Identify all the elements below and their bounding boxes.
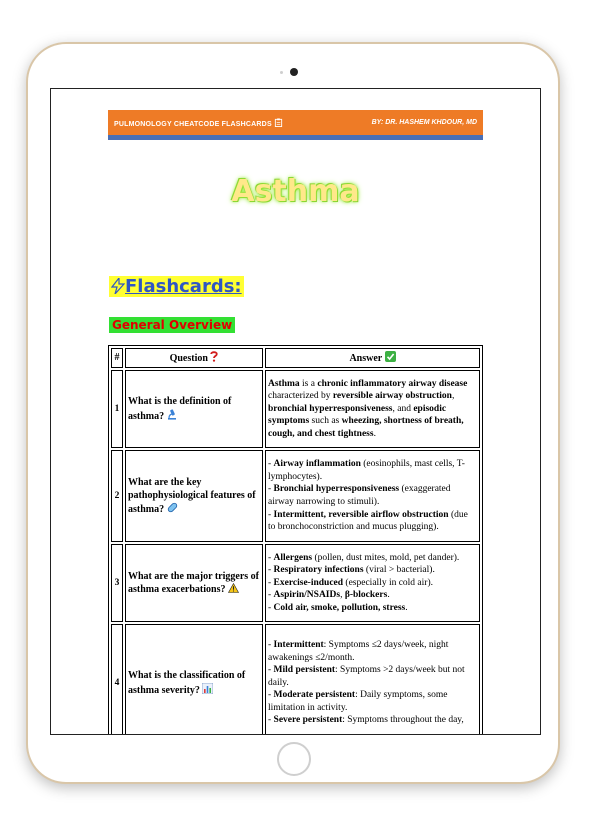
header-title-group <box>114 118 283 128</box>
col-answer-label: Answer <box>349 352 383 364</box>
lightning-icon <box>111 278 125 294</box>
table-row <box>111 624 480 735</box>
question-cell <box>125 370 263 448</box>
tablet-bezel <box>28 44 558 782</box>
flashcards-heading <box>109 276 244 297</box>
document-screen[interactable] <box>50 88 541 735</box>
col-num-label: # <box>114 352 120 364</box>
question-text: What are the major triggers of asthma exacerbations? <box>128 570 259 595</box>
question-cell <box>125 450 263 542</box>
header-title: PULMONOLOGY CHEATCODE FLASHCARDS <box>114 120 272 128</box>
answer-text: Asthma is a chronic inflammatory airway disease characterized by reversible airway obstruction, bronchial hyperresponsiveness, and episodic symptoms such as wheezing, shortness of breath, cough, and chest tightness. <box>268 378 468 439</box>
answer-cell <box>265 370 480 448</box>
table-row <box>111 370 480 448</box>
section-heading: General Overview <box>109 317 235 333</box>
check-mark-icon <box>385 351 396 362</box>
row-number: 2 <box>111 450 123 542</box>
question-cell <box>125 544 263 622</box>
pill-icon <box>167 502 178 513</box>
page-title: Asthma <box>231 174 360 209</box>
sensor-dot <box>280 71 283 74</box>
answer-cell <box>265 544 480 622</box>
flashcard-table <box>108 345 483 735</box>
table-row <box>111 450 480 542</box>
red-question-icon <box>210 351 218 362</box>
header-author: BY: DR. HASHEM KHDOUR, MD <box>371 119 477 126</box>
answer-text: - Intermittent: Symptoms ≤2 days/week, night awakenings ≤2/month. - Mild persistent: Symptoms >2 days/week but not daily. - Moderate persistent: Daily symptoms, some limitation in activity. - Severe persistent: Symptoms throughout the day, <box>268 640 465 726</box>
table-header-row <box>111 348 480 368</box>
clipboard-icon <box>274 118 283 127</box>
table-row <box>111 544 480 622</box>
tablet-frame <box>26 42 560 784</box>
home-button[interactable] <box>277 742 311 776</box>
question-text: What are the key pathophysiological features of asthma? <box>128 476 256 516</box>
question-text: What is the definition of asthma? <box>128 396 232 422</box>
question-cell <box>125 624 263 735</box>
col-answer-header <box>265 348 480 368</box>
answer-cell <box>265 624 480 735</box>
flashcards-heading-text: Flashcards: <box>125 276 242 297</box>
col-num-header <box>111 348 123 368</box>
page-header <box>108 110 483 140</box>
row-number: 1 <box>111 370 123 448</box>
warning-icon <box>228 583 239 593</box>
question-text: What is the classification of asthma severity? <box>128 670 246 696</box>
row-number: 4 <box>111 624 123 735</box>
answer-text: - Allergens (pollen, dust mites, mold, pet dander). - Respiratory infections (viral > bacterial). - Exercise-induced (especially in cold air). - Aspirin/NSAIDs, β-blockers. - Cold air, smoke, pollution, stress. <box>268 552 460 613</box>
answer-cell <box>265 450 480 542</box>
camera-lens <box>290 68 298 76</box>
bar-chart-icon <box>202 683 213 694</box>
col-question-header <box>125 348 263 368</box>
microscope-icon <box>167 409 177 420</box>
col-question-label: Question <box>169 352 208 364</box>
answer-text: - Airway inflammation (eosinophils, mast cells, T-lymphocytes). - Bronchial hyperresponsiveness (exaggerated airway narrowing to stimuli). - Intermittent, reversible airflow obstruction (due to bronchoconstriction and mucus plugging). <box>268 459 468 533</box>
row-number: 3 <box>111 544 123 622</box>
